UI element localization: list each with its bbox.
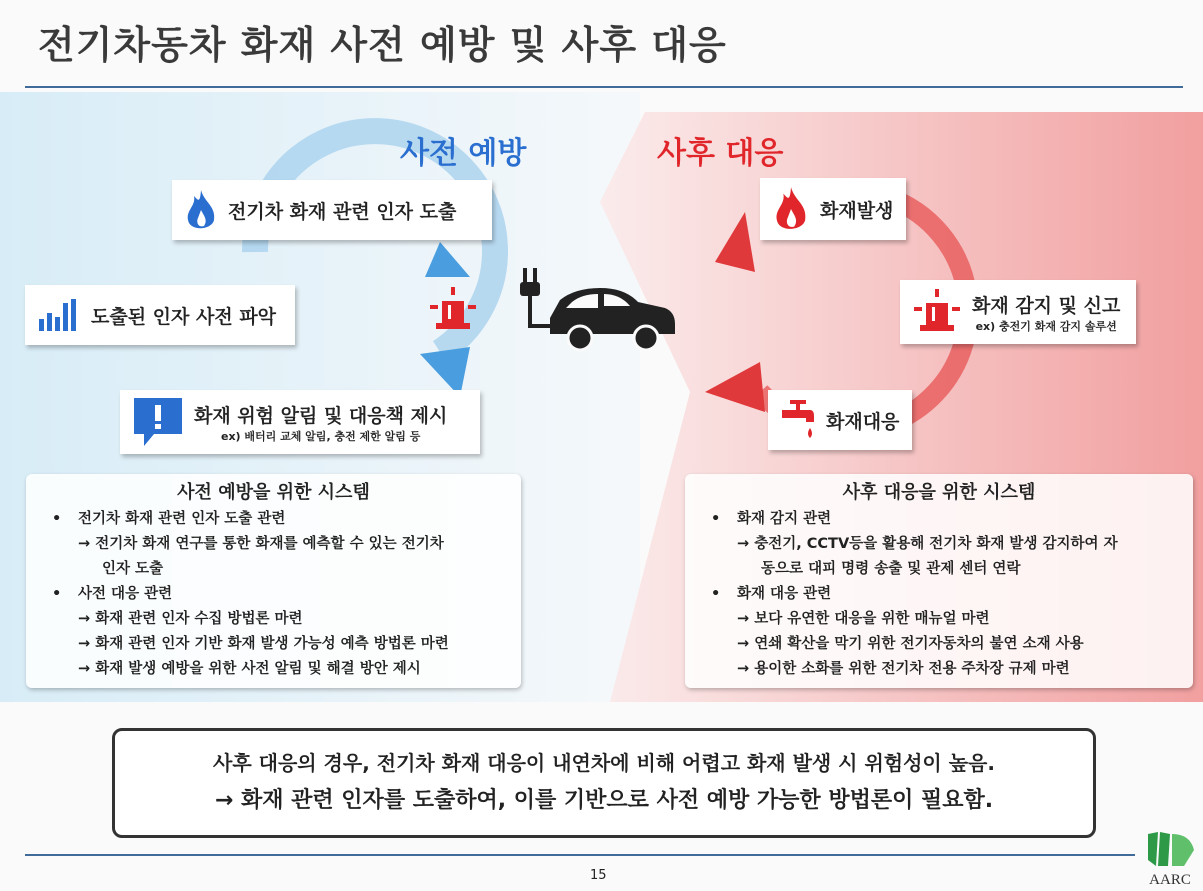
- flame-icon: [184, 188, 218, 232]
- prevention-step-2: 도출된 인자 사전 파악: [25, 285, 295, 345]
- footer-divider: [25, 854, 1135, 856]
- system-line: → 화재 관련 인자 수집 방법론 마련: [78, 611, 303, 627]
- response-system-title: 사후 대응을 위한 시스템: [842, 482, 1036, 503]
- siren-icon: [912, 287, 962, 337]
- system-line: → 보다 유연한 대응을 위한 매뉴얼 마련: [737, 611, 990, 627]
- alert-message-icon: [132, 396, 184, 448]
- system-line: → 전기차 화재 연구를 통한 화재를 예측할 수 있는 전기차: [78, 536, 444, 552]
- system-line: 인자 도출: [102, 561, 164, 577]
- page-number: 15: [590, 868, 607, 883]
- prevention-heading: 사전 예방: [400, 136, 527, 171]
- summary-line-1: 사후 대응의 경우, 전기차 화재 대응이 내연차에 비해 어렵고 화재 발생 시 위험성이 높음.: [213, 751, 995, 775]
- system-line: → 화재 발생 예방을 위한 사전 알림 및 해결 방안 제시: [78, 661, 421, 677]
- page-title: 전기차동차 화재 사전 예방 및 사후 대응: [38, 23, 727, 67]
- response-step-3: 화재대응: [768, 390, 912, 450]
- flame-icon: [772, 185, 810, 233]
- summary-line-2: → 화재 관련 인자를 도출하여, 이를 기반으로 사전 예방 가능한 방법론이 필요함.: [214, 788, 994, 813]
- system-line: • 화재 감지 관련: [699, 507, 1179, 532]
- system-line: → 충전기, CCTV등을 활용해 전기차 화재 발생 감지하여 자: [737, 536, 1118, 552]
- system-line: 동으로 대피 명령 송출 및 관제 센터 연락: [761, 561, 1021, 577]
- title-divider: [25, 86, 1183, 88]
- faucet-icon: [780, 398, 816, 442]
- electric-car-icon: [520, 268, 678, 354]
- response-step-1: 화재발생: [760, 178, 906, 240]
- prevention-system-box: [26, 474, 521, 688]
- response-heading: 사후 대응: [657, 136, 784, 171]
- system-line: → 화재 관련 인자 기반 화재 발생 가능성 예측 방법론 마련: [78, 636, 449, 652]
- prevention-system-title: 사전 예방을 위한 시스템: [177, 482, 370, 503]
- siren-icon: [428, 285, 478, 335]
- system-line: → 용이한 소화를 위한 전기차 전용 주차장 규제 마련: [737, 661, 1070, 677]
- bar-chart-icon: [37, 297, 81, 333]
- system-line: • 사전 대응 관련: [40, 582, 507, 607]
- system-line: • 화재 대응 관련: [699, 582, 1179, 607]
- system-line: • 전기차 화재 관련 인자 도출 관련: [40, 507, 507, 532]
- system-line: → 연쇄 확산을 막기 위한 전기자동차의 불연 소재 사용: [737, 636, 1084, 652]
- aarc-logo: AARC: [1140, 830, 1200, 889]
- summary-box: [112, 728, 1096, 838]
- response-system-box: [685, 474, 1193, 688]
- response-step-2: 화재 감지 및 신고 ex) 충전기 화재 감지 솔루션: [900, 280, 1136, 344]
- prevention-step-3: 화재 위험 알림 및 대응책 제시 ex) 배터리 교체 알림, 충전 제한 알림 등: [120, 390, 480, 454]
- prevention-step-1: 전기차 화재 관련 인자 도출: [172, 180, 492, 240]
- tree-logo-icon: [1144, 830, 1196, 868]
